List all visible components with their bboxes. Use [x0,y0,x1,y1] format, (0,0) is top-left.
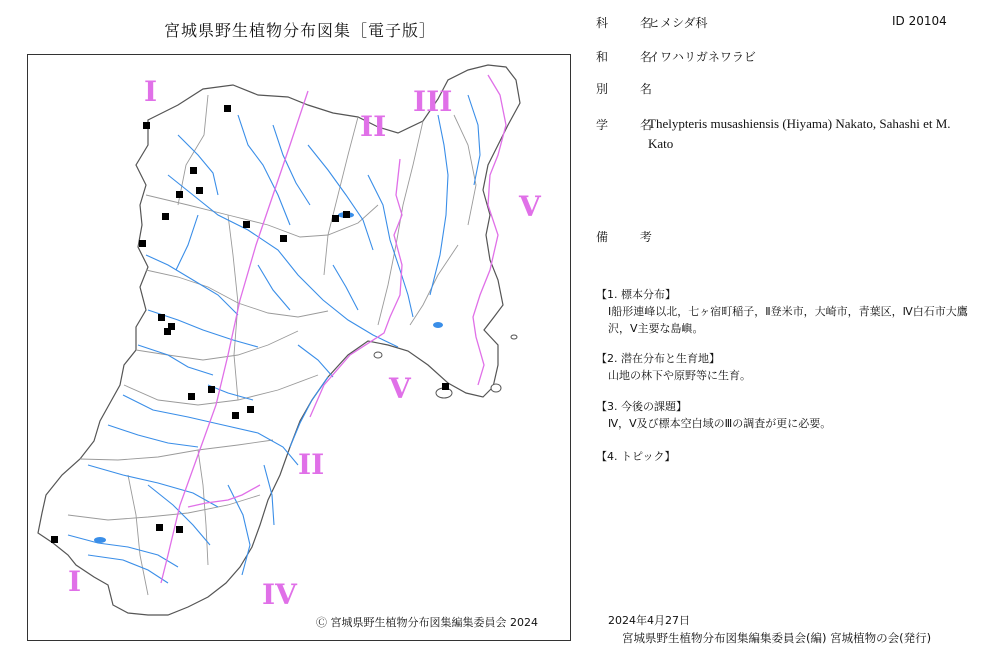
publisher: 宮城県野生植物分布図集編集委員会(編) 宮城植物の会(発行) [622,631,932,645]
publication-date: 2024年4月27日 [608,614,690,627]
specimen-marker [208,386,215,393]
specimen-marker [51,536,58,543]
specimen-marker [442,383,449,390]
specimen-marker [143,122,150,129]
section-topic [596,448,976,465]
zone-label-i-south: I [68,565,82,598]
specimen-marker [280,235,287,242]
section-potential-habitat [596,350,976,384]
specimen-marker [176,191,183,198]
scientific-name-label: 学 名 [596,118,666,132]
island [491,384,501,392]
specimen-marker [232,412,239,419]
section-heading: 【3. 今後の課題】 [596,400,687,413]
section-body: Ⅳ，Ⅴ及び標本空白域のⅢの調査が更に必要。 [608,417,832,430]
remarks-label: 備 考 [596,230,666,244]
specimen-marker [247,406,254,413]
section-heading: 【2. 潜在分布と生育地】 [596,352,720,365]
section-heading: 【1. 標本分布】 [596,288,676,301]
specimen-marker [188,393,195,400]
section-body: Ⅰ船形連峰以北，七ヶ宿町稲子，Ⅱ登米市，大崎市，青葉区，Ⅳ白石市大鷹沢，Ⅴ主要な島嶼。 [608,305,968,335]
zone-label-v-coast: V [389,372,411,405]
specimen-marker [156,524,163,531]
zone-label-ii-south: II [298,448,325,481]
zone-label-ii-center: II [360,110,387,143]
specimen-marker [332,215,339,222]
section-body: 山地の林下や原野等に生育。 [608,369,751,382]
japanese-name-value: イワハリガネワラビ [648,50,756,64]
prefecture-map [28,55,570,640]
id-value: ID 20104 [892,14,947,28]
specimen-marker [224,105,231,112]
copyright-notice: Ⓒ 宮城県野生植物分布図集編集委員会 2024 [316,616,538,629]
specimen-marker [164,328,171,335]
section-future-issues [596,398,976,432]
alias-label: 別 名 [596,82,666,96]
zone-label-iv: IV [262,578,297,611]
section-specimen-distribution [596,286,976,337]
specimen-marker [176,526,183,533]
island [511,335,517,339]
zone-label-i-north: I [144,75,158,108]
map-title: 宮城県野生植物分布図集［電子版］ [163,21,436,40]
japanese-name-label: 和 名 [596,50,666,64]
family-label: 科 名 [596,16,666,30]
specimen-marker [139,240,146,247]
specimen-marker [158,314,165,321]
section-heading: 【4. トピック】 [596,450,676,463]
scientific-name-value: Thelypteris musashiensis (Hiyama) Nakato, Sahashi et M. Kato [648,116,951,151]
specimen-marker [243,221,250,228]
zone-label-iii: III [413,85,453,118]
island [374,352,382,358]
specimen-marker [196,187,203,194]
zone-label-v-east: V [519,190,541,223]
specimen-marker [162,213,169,220]
specimen-marker [190,167,197,174]
family-value: ヒメシダ科 [648,16,708,30]
specimen-marker [343,211,350,218]
